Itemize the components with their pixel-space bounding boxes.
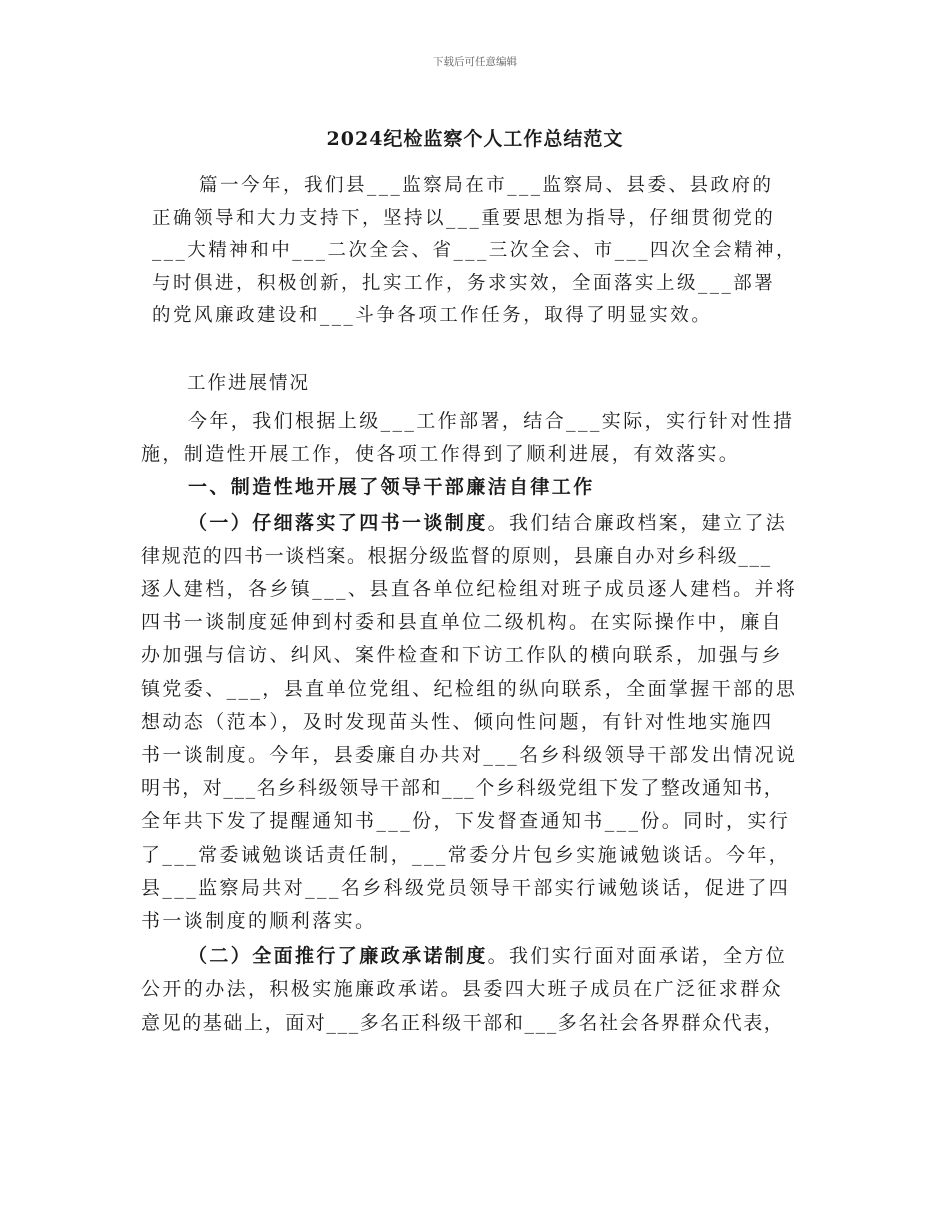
paragraph-line: 意见的基础上，面对___多名正科级干部和___多名社会各界群众代表， <box>141 1011 785 1034</box>
intro-paragraph <box>152 170 812 333</box>
paragraph-line: 书一谈制度的顺利落实。 <box>141 910 377 933</box>
paragraph-line: 今年，我们根据上级___工作部署，结合___实际，实行针对性措 <box>188 410 795 432</box>
paragraph-line: 了___常委诫勉谈话责任制，___常委分片包乡实施诫勉谈话。今年， <box>141 843 791 866</box>
intro-line: 的党风廉政建设和___斗争各项工作任务，取得了明显实效。 <box>152 305 713 326</box>
paragraph-line: 律规范的四书一谈档案。根据分级监督的原则，县廉自办对乡科级___ <box>141 544 772 567</box>
paragraph-line: 四书一谈制度延伸到村委和县直单位二级机构。在实际操作中，廉自 <box>141 611 784 634</box>
paragraph-line: 逐人建档，各乡镇___、县直各单位纪检组对班子成员逐人建档。并将 <box>141 578 798 601</box>
paragraph-line: 书一谈制度。今年，县委廉自办共对___名乡科级领导干部发出情况说 <box>141 744 798 767</box>
item-first-rest: 。我们结合廉政档案，建立了法 <box>487 511 788 534</box>
paragraph-line: 镇党委、___，县直单位党组、纪检组的纵向联系，全面掌握干部的思 <box>141 677 798 700</box>
page-header-note: 下载后可任意编辑 <box>433 56 517 68</box>
item-lead: （一）仔细落实了四书一谈制度 <box>188 511 488 534</box>
section-heading-text: 一、制造性地开展了领导干部廉洁自律工作 <box>188 476 595 499</box>
document-title: 2024纪检监察个人工作总结范文 <box>326 128 624 150</box>
paragraph-line: 办加强与信访、纠风、案件检查和下访工作队的横向联系，加强与乡 <box>141 644 784 667</box>
intro-line: ___大精神和中___二次全会、省___三次全会、市___四次全会精神， <box>152 240 798 261</box>
paragraph-line: 施，制造性开展工作，使各项工作得到了顺利进展，有效落实。 <box>141 443 741 466</box>
paragraph-line: 公开的办法，积极实施廉政承诺。县委四大班子成员在广泛征求群众 <box>141 978 784 1001</box>
intro-line: 与时俱进，积极创新，扎实工作，务求实效，全面落实上级___部署 <box>152 272 776 294</box>
body-text <box>141 405 821 1040</box>
paragraph-line: 想动态（范本），及时发现苗头性、倾向性问题，有针对性地实施四 <box>141 710 774 733</box>
item-first-line <box>141 940 821 973</box>
intro-line: 篇一今年，我们县___监察局在市___监察局、县委、县政府的 <box>199 175 774 196</box>
paragraph-line: 全年共下发了提醒通知书___份，下发督查通知书___份。同时，实行 <box>141 810 791 833</box>
section-heading <box>141 471 821 504</box>
paragraph-line: 县___监察局共对___名乡科级党员领导干部实行诫勉谈话，促进了四 <box>141 876 791 899</box>
section-subheading: 工作进展情况 <box>187 373 311 394</box>
item-first-rest: 。我们实行面对面承诺，全方位 <box>487 945 788 968</box>
intro-line: 正确领导和大力支持下，坚持以___重要思想为指导，仔细贯彻党的 <box>152 207 776 229</box>
item-lead: （二）全面推行了廉政承诺制度 <box>188 945 488 968</box>
item-first-line <box>141 507 821 540</box>
paragraph-line: 明书，对___名乡科级领导干部和___个乡科级党组下发了整改通知书， <box>141 777 785 800</box>
